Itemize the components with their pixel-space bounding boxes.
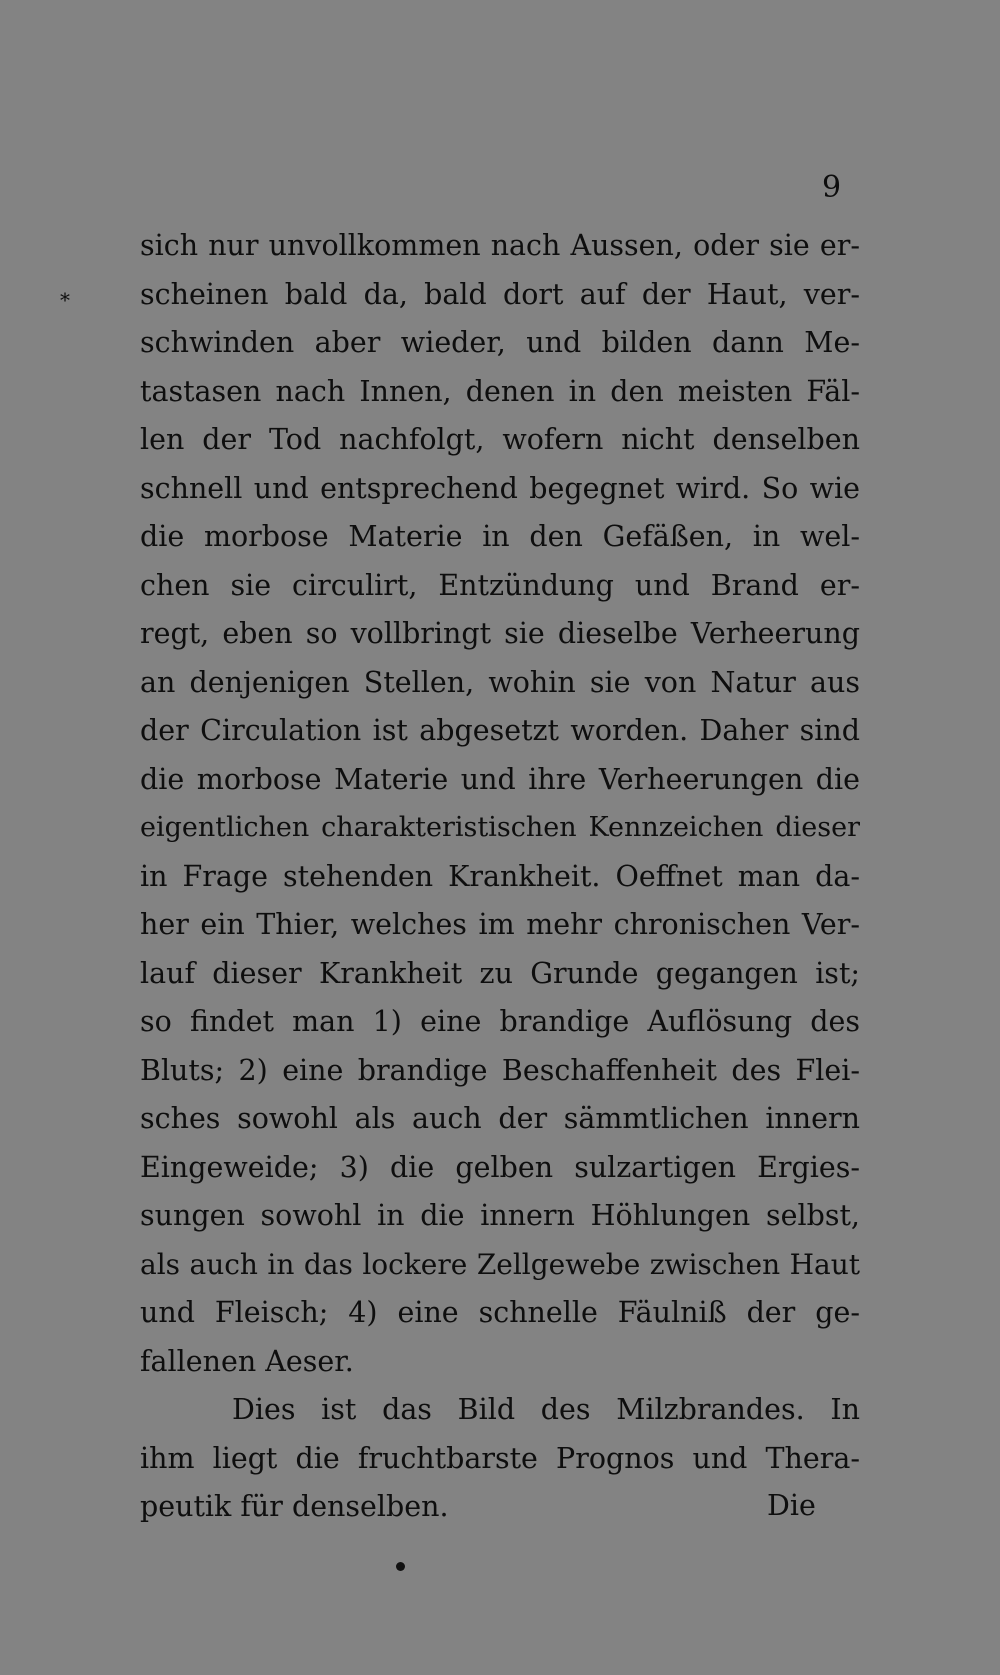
text-line: sungen sowohl in die innern Höhlungen selbst, — [140, 1199, 860, 1232]
text-line: die morbose Materie in den Gefäßen, in wel- — [140, 520, 860, 553]
text-line: der Circulation ist abgesetzt worden. Daher sind — [140, 714, 860, 747]
text-line: die morbose Materie und ihre Verheerungen die — [140, 762, 860, 796]
paragraph-end-line: fallenen Aeser. — [140, 1344, 354, 1378]
text-line: sich nur unvollkommen nach Aussen, oder sie er- — [140, 229, 860, 262]
text-line: tastasen nach Innen, denen in den meisten Fäl- — [140, 374, 860, 408]
text-line: Bluts; 2) eine brandige Beschaffenheit des Flei- — [140, 1053, 860, 1087]
text-line: Eingeweide; 3) die gelben sulzartigen Ergies- — [140, 1150, 860, 1184]
text-line: len der Tod nachfolgt, wofern nicht denselben — [140, 423, 860, 456]
text-line: als auch in das lockere Zellgewebe zwischen Haut — [140, 1247, 860, 1281]
text-line: chen sie circulirt, Entzündung und Brand er- — [140, 568, 860, 602]
text-line: sches sowohl als auch der sämmtlichen innern — [140, 1102, 860, 1135]
text-line: her ein Thier, welches im mehr chronischen Ver- — [140, 908, 860, 941]
text-line: scheinen bald da, bald dort auf der Haut, ver- — [140, 277, 860, 311]
paragraph-start-line: Dies ist das Bild des Milzbrandes. In — [232, 1393, 860, 1426]
text-line: so findet man 1) eine brandige Auflösung des — [140, 1005, 860, 1038]
text-line: regt, eben so vollbringt sie dieselbe Verheerung — [140, 617, 860, 650]
text-line: ihm liegt die fruchtbarste Prognos und Thera- — [140, 1441, 860, 1475]
text-line: an denjenigen Stellen, wohin sie von Natur aus — [140, 665, 860, 699]
text-line: in Frage stehenden Krankheit. Oeffnet man da- — [140, 859, 860, 893]
text-line: eigentlichen charakteristischen Kennzeichen dieser — [140, 812, 860, 843]
text-line: lauf dieser Krankheit zu Grunde gegangen ist; — [140, 956, 860, 990]
printer-mark — [396, 1562, 405, 1571]
text-line: schnell und entsprechend begegnet wird. So wie — [140, 471, 860, 505]
body-text — [140, 222, 860, 1532]
margin-mark: * — [60, 288, 70, 312]
text-line: schwinden aber wieder, und bilden dann Me- — [140, 326, 860, 359]
text-line: und Fleisch; 4) eine schnelle Fäulniß der ge- — [140, 1296, 860, 1329]
catchword: Die — [767, 1489, 816, 1522]
page-number: 9 — [822, 170, 843, 205]
paragraph-end-line: peutik für denselben. — [140, 1490, 449, 1523]
